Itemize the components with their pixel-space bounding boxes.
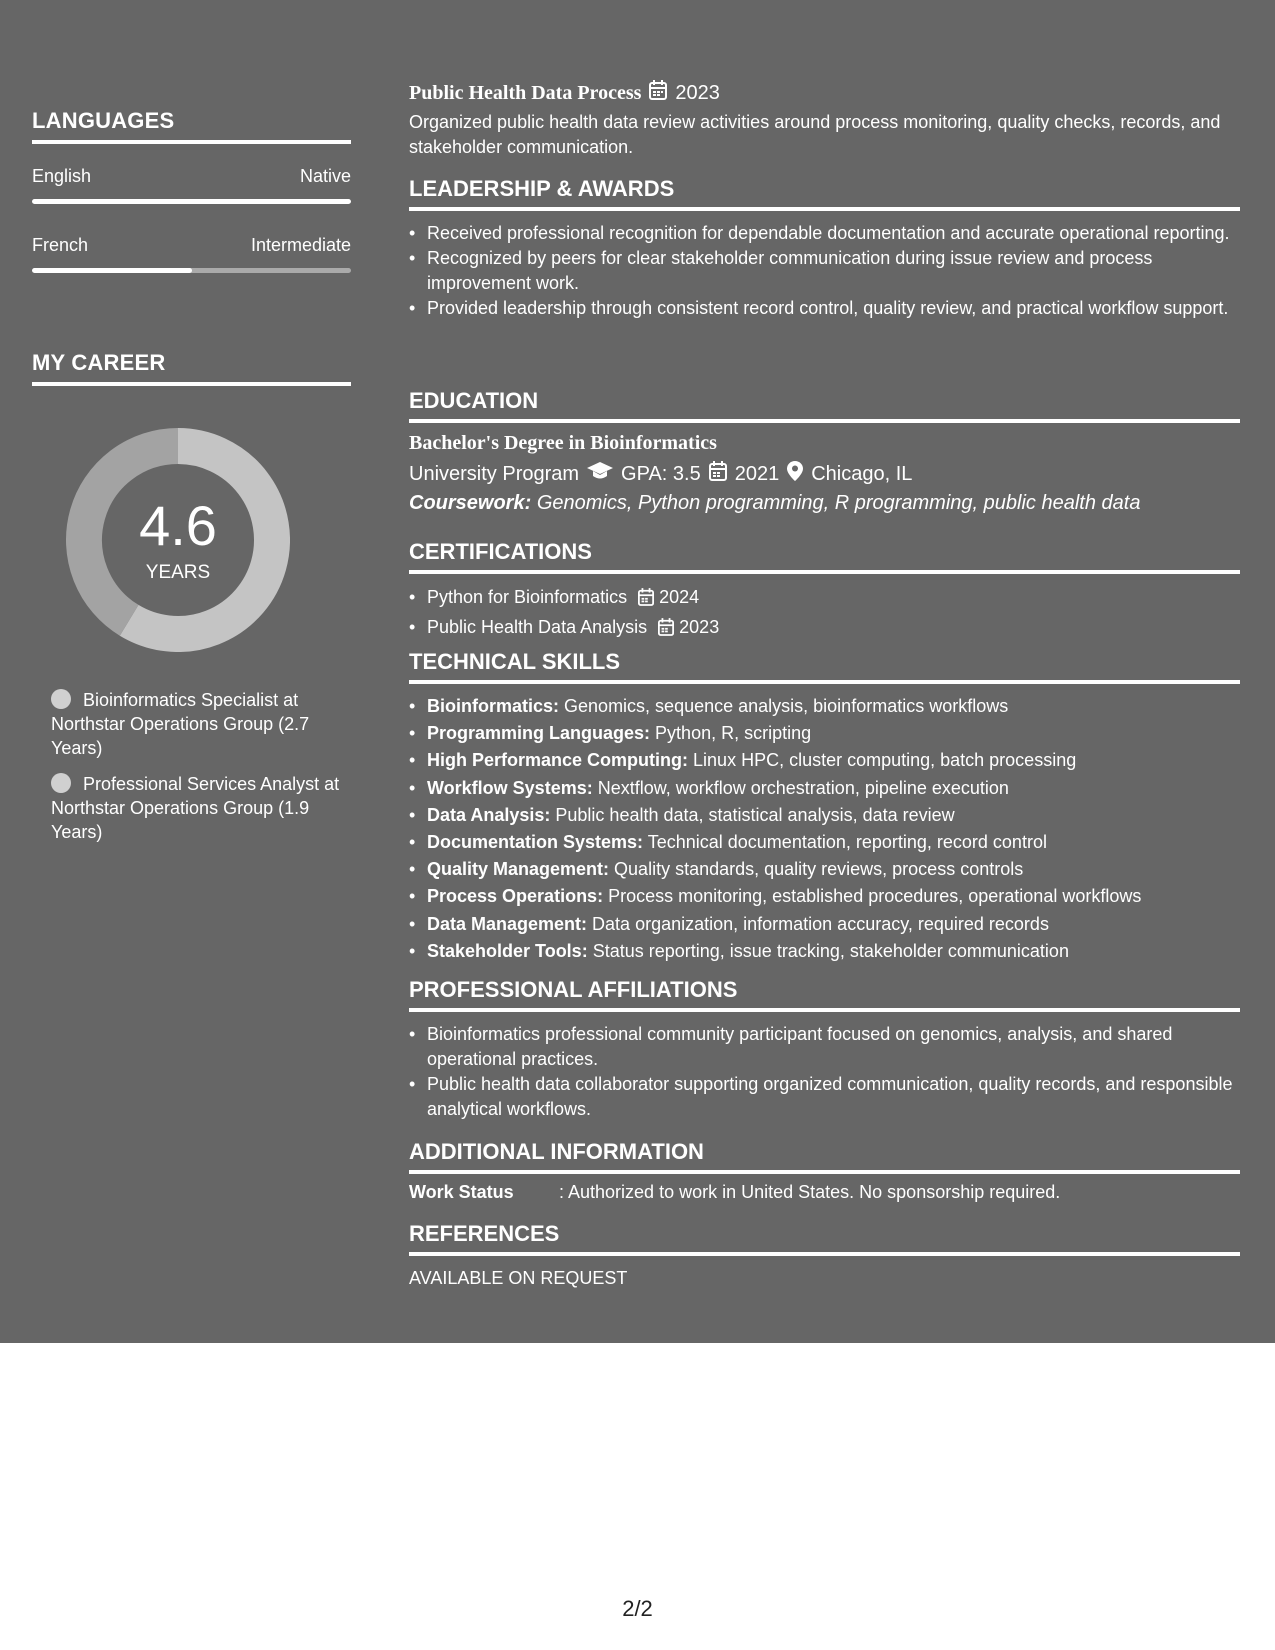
references-section xyxy=(409,1221,1240,1291)
skills-section xyxy=(409,649,1240,965)
work-status-value: : Authorized to work in United States. No sponsorship required. xyxy=(559,1182,1061,1202)
certification-year: 2023 xyxy=(679,617,720,637)
skill-label: Process Operations: xyxy=(427,886,604,907)
calendar-icon xyxy=(658,617,674,644)
skill-label: Bioinformatics: xyxy=(427,696,560,716)
skill-label: Documentation Systems: xyxy=(427,832,644,853)
affiliations-heading: PROFESSIONAL AFFILIATIONS xyxy=(409,977,1240,1012)
additional-section xyxy=(409,1139,1240,1203)
language-bar xyxy=(32,199,351,204)
language-name: English xyxy=(32,166,92,186)
skill-value: Nextflow, workflow orchestration, pipeline execution xyxy=(597,777,1009,798)
education-year: 2021 xyxy=(734,462,780,485)
affiliations-section xyxy=(409,977,1240,1122)
career-donut-chart xyxy=(66,428,290,652)
skill-value: Linux HPC, cluster computing, batch processing xyxy=(693,750,1077,771)
calendar-icon xyxy=(709,461,727,487)
skill-value: Genomics, sequence analysis, bioinformatics workflows xyxy=(564,696,1009,716)
skill-item xyxy=(409,720,1240,747)
work-status-label: Work Status xyxy=(409,1182,514,1202)
references-text: AVAILABLE ON REQUEST xyxy=(409,1268,628,1288)
skill-item xyxy=(409,911,1240,938)
languages-heading: LANGUAGES xyxy=(32,108,351,144)
additional-heading: ADDITIONAL INFORMATION xyxy=(409,1139,1240,1174)
certification-name: Public Health Data Analysis xyxy=(427,617,648,637)
skill-value: Process monitoring, established procedures, operational workflows xyxy=(608,886,1142,907)
certifications-heading: CERTIFICATIONS xyxy=(409,539,1240,574)
map-pin-icon xyxy=(787,461,803,487)
language-item-english xyxy=(32,166,351,204)
skill-value: Technical documentation, reporting, record control xyxy=(647,832,1047,853)
certification-year: 2024 xyxy=(659,587,700,607)
skill-value: Public health data, statistical analysis, data review xyxy=(555,804,955,825)
education-coursework xyxy=(409,492,1240,515)
leadership-item: • Received professional recognition for dependable documentation and accurate operational reporting. xyxy=(409,221,1240,246)
project-title: Public Health Data Process xyxy=(409,81,642,104)
skill-item xyxy=(409,802,1240,829)
education-gpa: GPA: 3.5 xyxy=(621,462,701,485)
leadership-item: • Recognized by peers for clear stakeholder communication during issue review and process improvement work. xyxy=(409,246,1240,296)
affiliation-item: • Public health data collaborator supporting organized communication, quality records, and responsible analytical workflows. xyxy=(409,1072,1240,1122)
education-degree: Bachelor's Degree in Bioinformatics xyxy=(409,432,717,454)
career-years-unit: YEARS xyxy=(145,562,211,583)
career-total-years: 4.6 xyxy=(139,494,217,557)
project-year: 2023 xyxy=(675,81,720,104)
references-heading: REFERENCES xyxy=(409,1221,1240,1256)
certification-item xyxy=(409,614,1240,644)
education-school: University Program xyxy=(409,462,580,485)
leadership-item: • Provided leadership through consistent record control, quality review, and practical workflow support. xyxy=(409,296,1240,321)
language-item-french xyxy=(32,235,351,273)
project-description: Organized public health data review activities around process monitoring, quality checks, records, and stakeholder communication. xyxy=(409,112,1221,157)
language-bar-fill xyxy=(32,268,192,273)
language-level: Intermediate xyxy=(250,235,351,255)
career-legend-label: Professional Services Analyst at Northstar Operations Group (1.9 Years) xyxy=(51,774,340,842)
leadership-section xyxy=(409,176,1240,321)
education-heading: EDUCATION xyxy=(409,388,1240,423)
skills-heading: TECHNICAL SKILLS xyxy=(409,649,1240,684)
skill-value: Data organization, information accuracy, required records xyxy=(592,913,1049,934)
work-status-row xyxy=(409,1182,1240,1203)
skill-label: Workflow Systems: xyxy=(427,777,593,798)
skill-item xyxy=(409,883,1240,910)
skill-item xyxy=(409,938,1240,965)
skill-label: Stakeholder Tools: xyxy=(427,940,588,961)
skill-item xyxy=(409,829,1240,856)
skill-value: Status reporting, issue tracking, stakeholder communication xyxy=(592,940,1069,961)
skill-label: Data Analysis: xyxy=(427,804,551,825)
language-bar xyxy=(32,268,351,273)
language-bar-fill xyxy=(32,199,351,204)
career-legend-label: Bioinformatics Specialist at Northstar Operations Group (2.7 Years) xyxy=(51,690,310,758)
education-section xyxy=(409,388,1240,515)
skill-item xyxy=(409,775,1240,802)
skill-label: Quality Management: xyxy=(427,859,610,880)
skill-label: Data Management: xyxy=(427,913,588,934)
coursework-label: Coursework: xyxy=(409,492,532,514)
certification-name: Python for Bioinformatics xyxy=(427,587,628,607)
language-level: Native xyxy=(299,166,351,186)
page-number: 2/2 xyxy=(622,1596,653,1621)
career-legend xyxy=(51,688,351,856)
legend-dot-icon xyxy=(51,689,71,709)
career-legend-item xyxy=(51,688,351,760)
graduation-cap-icon xyxy=(587,462,613,486)
certifications-section xyxy=(409,539,1240,644)
career-legend-item xyxy=(51,772,351,844)
legend-dot-icon xyxy=(51,773,71,793)
career-heading: MY CAREER xyxy=(32,350,351,386)
skill-value: Python, R, scripting xyxy=(655,723,812,744)
calendar-icon xyxy=(638,587,654,614)
skill-item xyxy=(409,747,1240,774)
skill-item xyxy=(409,856,1240,883)
education-details xyxy=(409,461,1240,487)
certification-item xyxy=(409,584,1240,614)
project-entry xyxy=(409,80,1240,160)
calendar-icon xyxy=(649,80,667,106)
leadership-heading: LEADERSHIP & AWARDS xyxy=(409,176,1240,211)
skill-item xyxy=(409,693,1240,720)
education-location: Chicago, IL xyxy=(811,462,913,485)
affiliation-item: • Bioinformatics professional community participant focused on genomics, analysis, and shared operational practices. xyxy=(409,1022,1240,1072)
language-name: French xyxy=(32,235,89,255)
coursework-list: Genomics, Python programming, R programming, public health data xyxy=(536,492,1141,514)
skill-label: High Performance Computing: xyxy=(427,750,689,771)
skill-label: Programming Languages: xyxy=(427,723,651,744)
skill-value: Quality standards, quality reviews, process controls xyxy=(614,859,1024,880)
